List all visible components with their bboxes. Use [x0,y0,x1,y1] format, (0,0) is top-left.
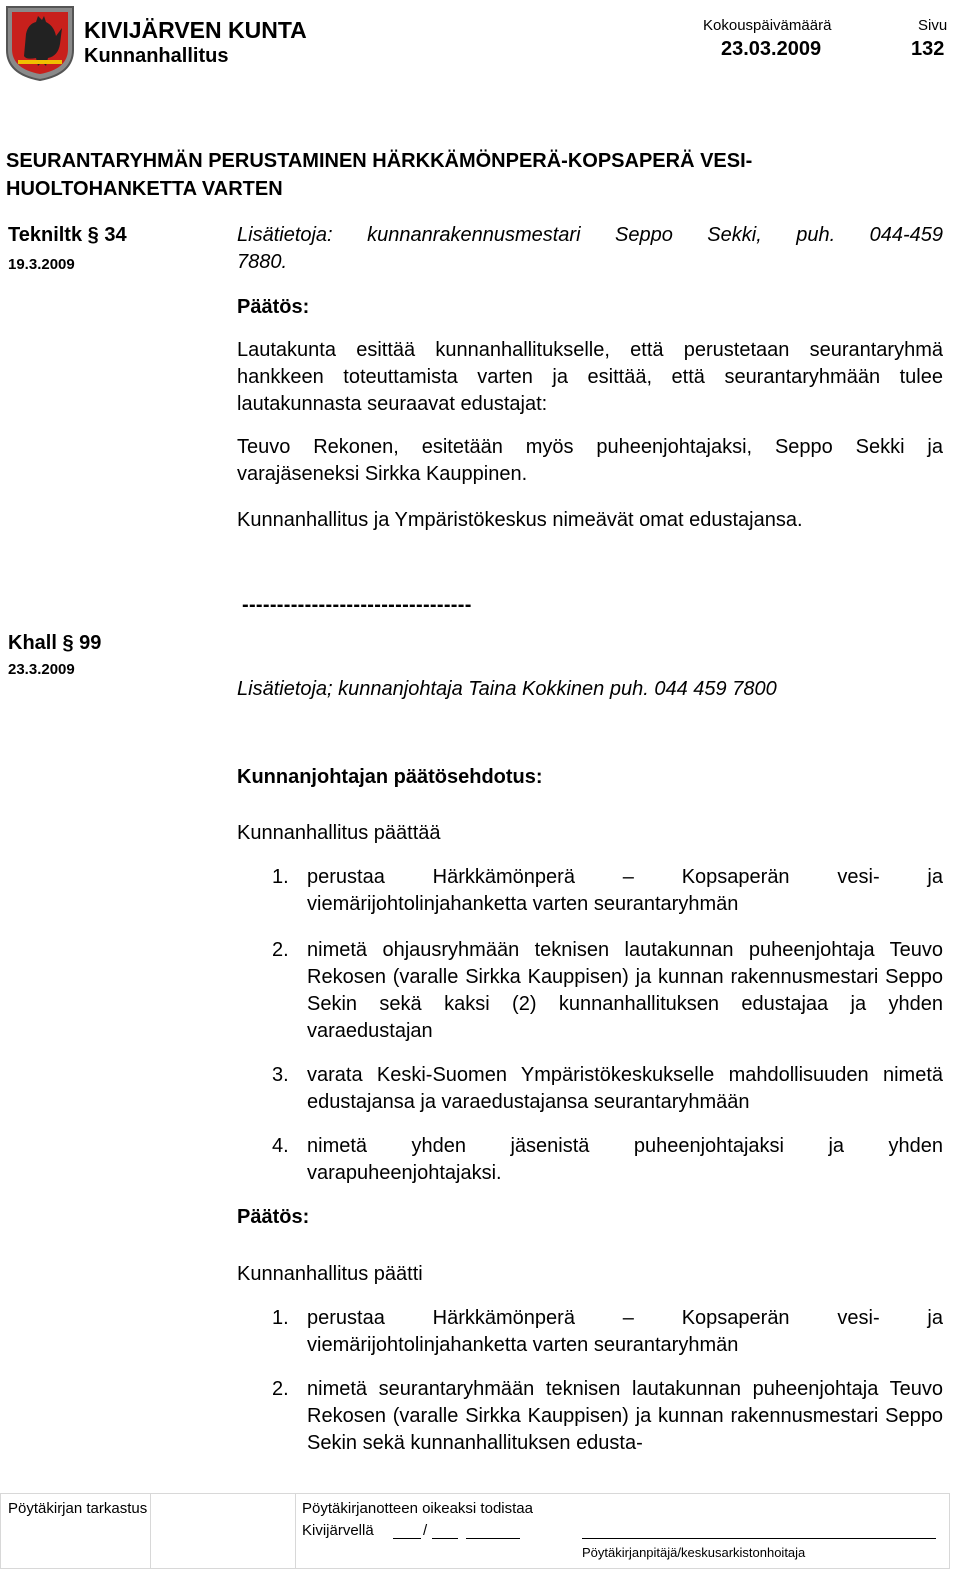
footer-place: Kivijärvellä [302,1522,374,1539]
governing-body: Kunnanhallitus [84,45,229,67]
proposal-item-number: 4. [272,1135,289,1157]
page-label: Sivu [918,17,948,34]
proposal-intro: Kunnanhallitus päättää [237,822,441,844]
section2-margin-number: 99 [79,632,102,654]
signature-line [582,1538,936,1539]
municipality-name: KIVIJÄRVEN KUNTA [84,17,307,43]
section1-margin-label: Tekniltk [8,224,83,246]
proposal-item-text: nimetä ohjausryhmään teknisen lautakunnan puheenjohtaja Teuvo Rekosen (varalle Sirkka Kauppisen) ja kunnan rakennusmestari Seppo Sekin sekä kaksi (2) kunnanhallituksen edustajaa ja yhden varaedustajan [307,939,943,1042]
section2-margin-label: Khall [8,632,57,654]
section1-margin-number: 34 [104,224,127,246]
page-number: 132 [911,38,945,60]
section2-decision-heading: Päätös: [237,1206,310,1228]
section2-margin-date: 23.3.2009 [8,661,75,678]
decision-item-text: nimetä seurantaryhmään teknisen lautakunnan puheenjohtaja Teuvo Rekosen (varalle Sirkka Kauppisen) ja kunnan rakennusmestari Seppo Sekin sekä kunnanhallituksen edusta- [307,1378,943,1454]
proposal-item-text: varata Keski-Suomen Ympäristökeskukselle mahdollisuuden nimetä edustajansa ja varaedustajansa seurantaryhmään [307,1064,943,1113]
section1-margin-ref [8,224,127,247]
section1-paragraph1: Lautakunta esittää kunnanhallitukselle, että perustetaan seurantaryhmä hankkeen toteuttamista varten ja esittää, että seurantaryhmään tulee lautakunnasta seuraavat edustajat: [237,339,943,415]
section1-paragraph2: Teuvo Rekonen, esitetään myös puheenjohtajaksi, Seppo Sekki ja varajäseneksi Sirkka Kauppinen. [237,436,943,485]
proposal-item-text: nimetä yhden jäsenistä puheenjohtajaksi ja yhden varapuheenjohtajaksi. [307,1135,943,1184]
document-title-line2: HUOLTOHANKETTA VARTEN [6,178,283,200]
section1-paragraph3: Kunnanhallitus ja Ympäristökeskus nimeävät omat edustajansa. [237,509,803,531]
footer-divider [150,1493,151,1569]
meeting-date: 23.03.2009 [721,38,822,60]
decision-item-text: perustaa Härkkämönperä – Kopsaperän vesi- ja viemärijohtolinjahanketta varten seurantaryhmän [307,1307,943,1356]
footer-signer: Pöytäkirjanpitäjä/keskusarkistonhoitaja [582,1545,806,1560]
document-title-line1: SEURANTARYHMÄN PERUSTAMINEN HÄRKKÄMÖNPERÄ-KOPSAPERÄ VESI- [6,150,753,172]
paragraph-sign: § [62,632,74,654]
footer-certify-label: Pöytäkirjanotteen oikeaksi todistaa [302,1500,533,1517]
section1-info-line1: Lisätietoja: kunnanrakennusmestari Seppo Sekki, puh. 044-459 [237,224,943,246]
municipal-crest-icon [4,4,76,82]
day-signature-line [393,1538,421,1539]
proposal-heading: Kunnanjohtajan päätösehdotus: [237,766,543,788]
month-signature-line [432,1538,458,1539]
section1-margin-date: 19.3.2009 [8,256,75,273]
proposal-item-number: 1. [272,866,289,888]
section1-info-line2: 7880. [237,251,288,273]
meeting-date-label: Kokouspäivämäärä [703,17,832,34]
section-divider: --------------------------------- [242,594,472,616]
section2-margin-ref [8,632,101,655]
proposal-item-number: 3. [272,1064,289,1086]
decision-intro: Kunnanhallitus päätti [237,1263,423,1285]
decision-item-number: 1. [272,1307,289,1329]
year-signature-line [466,1538,520,1539]
footer-check-label: Pöytäkirjan tarkastus [8,1500,148,1517]
footer-divider [295,1493,296,1569]
decision-item-number: 2. [272,1378,289,1400]
section1-decision-heading: Päätös: [237,296,310,318]
proposal-item-text: perustaa Härkkämönperä – Kopsaperän vesi- ja viemärijohtolinjahanketta varten seurantaryhmän [307,866,943,915]
proposal-item-number: 2. [272,939,289,961]
paragraph-sign: § [87,224,99,246]
footer-date-slash: / [423,1522,428,1539]
section2-info: Lisätietoja; kunnanjohtaja Taina Kokkinen puh. 044 459 7800 [237,678,777,700]
